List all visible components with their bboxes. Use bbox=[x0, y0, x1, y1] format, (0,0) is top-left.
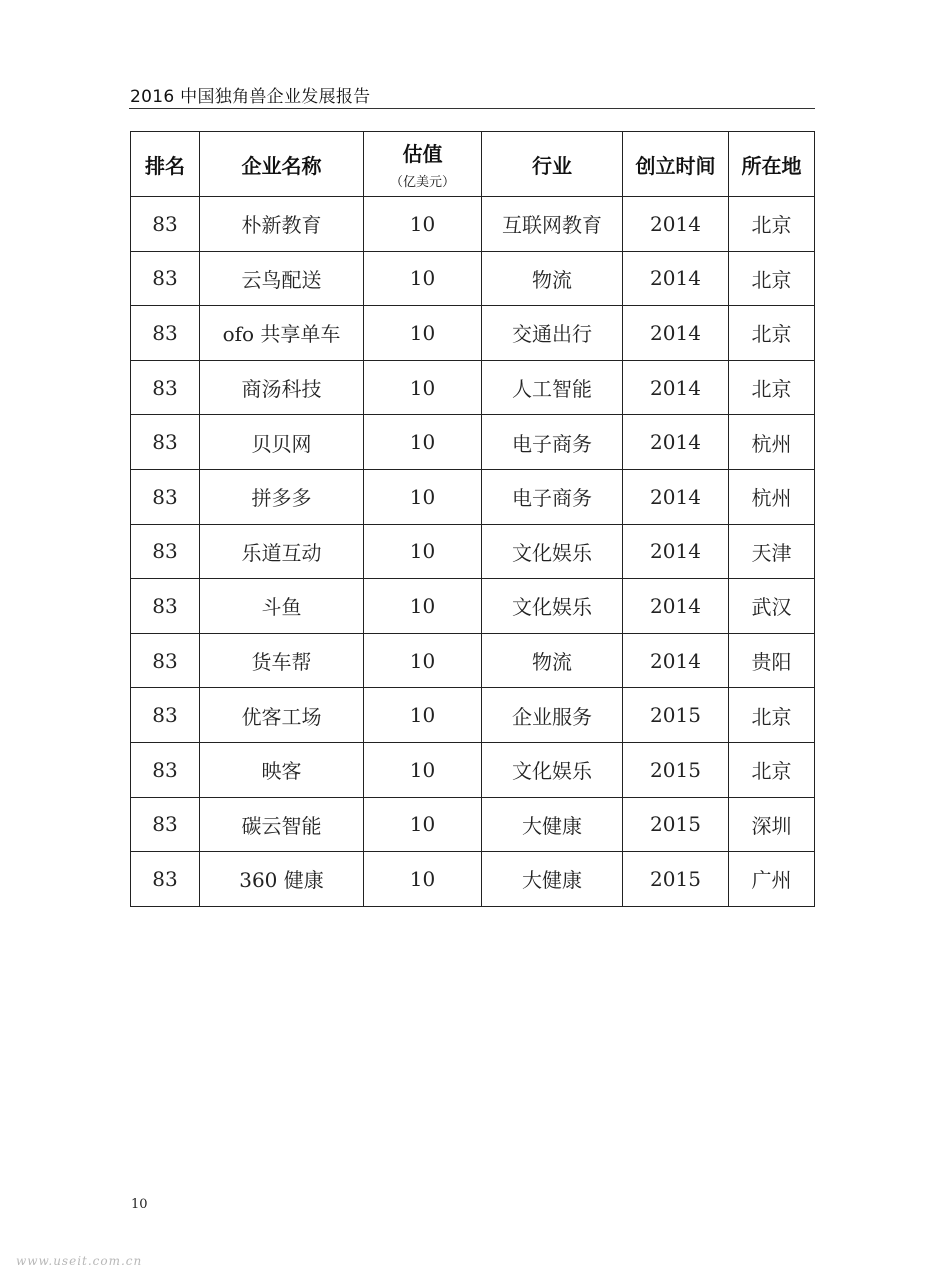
table-row bbox=[131, 742, 815, 797]
cell-valuation: 10 bbox=[364, 251, 482, 306]
cell-industry: 交通出行 bbox=[482, 306, 623, 361]
cell-founded: 2015 bbox=[623, 742, 729, 797]
cell-location: 杭州 bbox=[729, 415, 815, 470]
cell-location: 杭州 bbox=[729, 469, 815, 524]
cell-location: 北京 bbox=[729, 306, 815, 361]
cell-rank: 83 bbox=[131, 633, 200, 688]
page-header-title: 2016 中国独角兽企业发展报告 bbox=[130, 87, 371, 107]
cell-industry: 物流 bbox=[482, 251, 623, 306]
cell-industry: 文化娱乐 bbox=[482, 742, 623, 797]
column-header-founded: 创立时间 bbox=[623, 132, 729, 197]
cell-company-name: 拼多多 bbox=[200, 469, 364, 524]
unicorn-companies-table bbox=[130, 131, 815, 907]
cell-founded: 2014 bbox=[623, 306, 729, 361]
table-row bbox=[131, 469, 815, 524]
cell-location: 北京 bbox=[729, 251, 815, 306]
watermark: www.useit.com.cn bbox=[16, 1254, 143, 1268]
cell-valuation: 10 bbox=[364, 688, 482, 743]
cell-company-name: 商汤科技 bbox=[200, 360, 364, 415]
cell-company-name: 碳云智能 bbox=[200, 797, 364, 852]
cell-industry: 电子商务 bbox=[482, 469, 623, 524]
cell-valuation: 10 bbox=[364, 633, 482, 688]
table-row bbox=[131, 688, 815, 743]
cell-company-name: 斗鱼 bbox=[200, 579, 364, 634]
cell-company-name: 360 健康 bbox=[200, 852, 364, 907]
cell-location: 北京 bbox=[729, 360, 815, 415]
cell-rank: 83 bbox=[131, 251, 200, 306]
cell-industry: 大健康 bbox=[482, 797, 623, 852]
cell-founded: 2015 bbox=[623, 688, 729, 743]
cell-founded: 2015 bbox=[623, 797, 729, 852]
cell-company-name: 云鸟配送 bbox=[200, 251, 364, 306]
cell-founded: 2014 bbox=[623, 524, 729, 579]
table-row bbox=[131, 579, 815, 634]
cell-founded: 2014 bbox=[623, 360, 729, 415]
cell-company-name: 朴新教育 bbox=[200, 197, 364, 252]
column-header-valuation-unit: （亿美元） bbox=[389, 175, 455, 190]
cell-valuation: 10 bbox=[364, 852, 482, 907]
cell-valuation: 10 bbox=[364, 306, 482, 361]
cell-rank: 83 bbox=[131, 688, 200, 743]
cell-location: 天津 bbox=[729, 524, 815, 579]
table-row bbox=[131, 797, 815, 852]
cell-founded: 2015 bbox=[623, 852, 729, 907]
column-header-industry: 行业 bbox=[482, 132, 623, 197]
table-row bbox=[131, 524, 815, 579]
table-row bbox=[131, 415, 815, 470]
table-header-row bbox=[131, 132, 815, 197]
cell-rank: 83 bbox=[131, 524, 200, 579]
cell-location: 贵阳 bbox=[729, 633, 815, 688]
cell-valuation: 10 bbox=[364, 524, 482, 579]
cell-founded: 2014 bbox=[623, 415, 729, 470]
cell-founded: 2014 bbox=[623, 579, 729, 634]
cell-industry: 文化娱乐 bbox=[482, 524, 623, 579]
table-row bbox=[131, 852, 815, 907]
column-header-valuation bbox=[364, 132, 482, 197]
cell-rank: 83 bbox=[131, 197, 200, 252]
cell-industry: 文化娱乐 bbox=[482, 579, 623, 634]
cell-location: 北京 bbox=[729, 197, 815, 252]
page-number: 10 bbox=[131, 1197, 148, 1212]
cell-rank: 83 bbox=[131, 852, 200, 907]
cell-company-name: 货车帮 bbox=[200, 633, 364, 688]
cell-valuation: 10 bbox=[364, 360, 482, 415]
cell-company-name: 优客工场 bbox=[200, 688, 364, 743]
cell-rank: 83 bbox=[131, 742, 200, 797]
table-row bbox=[131, 633, 815, 688]
cell-location: 北京 bbox=[729, 742, 815, 797]
table-row bbox=[131, 251, 815, 306]
cell-valuation: 10 bbox=[364, 579, 482, 634]
cell-location: 北京 bbox=[729, 688, 815, 743]
cell-rank: 83 bbox=[131, 469, 200, 524]
header-divider bbox=[129, 108, 815, 109]
cell-rank: 83 bbox=[131, 579, 200, 634]
cell-valuation: 10 bbox=[364, 742, 482, 797]
cell-industry: 人工智能 bbox=[482, 360, 623, 415]
cell-industry: 物流 bbox=[482, 633, 623, 688]
table-row bbox=[131, 360, 815, 415]
cell-company-name: 映客 bbox=[200, 742, 364, 797]
cell-rank: 83 bbox=[131, 797, 200, 852]
cell-founded: 2014 bbox=[623, 197, 729, 252]
cell-founded: 2014 bbox=[623, 469, 729, 524]
cell-valuation: 10 bbox=[364, 197, 482, 252]
cell-rank: 83 bbox=[131, 360, 200, 415]
cell-industry: 电子商务 bbox=[482, 415, 623, 470]
cell-industry: 大健康 bbox=[482, 852, 623, 907]
cell-valuation: 10 bbox=[364, 415, 482, 470]
cell-rank: 83 bbox=[131, 415, 200, 470]
cell-location: 武汉 bbox=[729, 579, 815, 634]
cell-valuation: 10 bbox=[364, 469, 482, 524]
cell-founded: 2014 bbox=[623, 251, 729, 306]
cell-industry: 企业服务 bbox=[482, 688, 623, 743]
cell-industry: 互联网教育 bbox=[482, 197, 623, 252]
cell-founded: 2014 bbox=[623, 633, 729, 688]
cell-rank: 83 bbox=[131, 306, 200, 361]
column-header-valuation-label: 估值 bbox=[402, 142, 443, 166]
cell-location: 深圳 bbox=[729, 797, 815, 852]
column-header-location: 所在地 bbox=[729, 132, 815, 197]
cell-company-name: 贝贝网 bbox=[200, 415, 364, 470]
column-header-rank: 排名 bbox=[131, 132, 200, 197]
table-body bbox=[131, 197, 815, 907]
cell-company-name: ofo 共享单车 bbox=[200, 306, 364, 361]
cell-company-name: 乐道互动 bbox=[200, 524, 364, 579]
cell-location: 广州 bbox=[729, 852, 815, 907]
column-header-company-name: 企业名称 bbox=[200, 132, 364, 197]
table-row bbox=[131, 306, 815, 361]
table-row bbox=[131, 197, 815, 252]
cell-valuation: 10 bbox=[364, 797, 482, 852]
